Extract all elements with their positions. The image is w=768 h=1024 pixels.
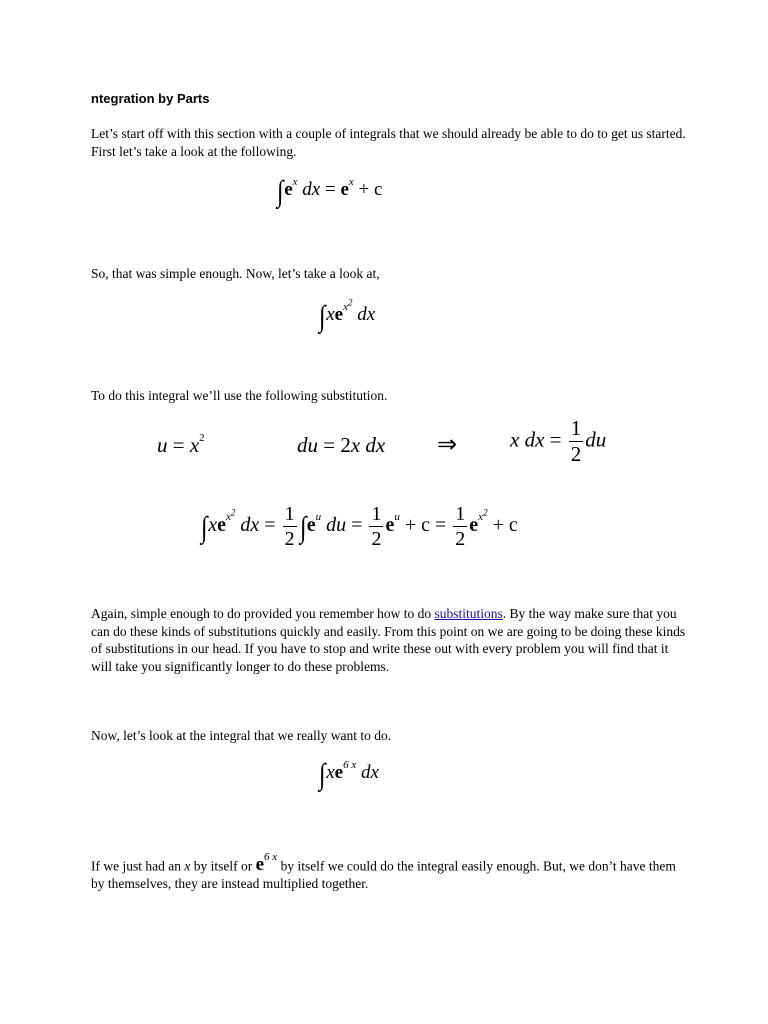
implies-arrow: ⇒	[437, 432, 458, 458]
paragraph-simple: So, that was simple enough. Now, let’s take a look at,	[91, 266, 380, 281]
intro-paragraph: Let’s start off with this section with a couple of integrals that we should already be able to do to get us started. First let’s take a look at the following.	[91, 126, 686, 159]
equation-xex2-integral: $\int xe^{x^2}$ dx	[318, 297, 376, 333]
section-title: ntegration by Parts	[91, 91, 210, 106]
paragraph-again-text1: Again, simple enough to do provided you remember how to do	[91, 606, 435, 621]
substitution-u: $u = x^2$	[157, 432, 205, 457]
paragraph-again-text2: . By the way make sure that you can do these kinds of substitutions quickly and easily. From this point on we are going to be doing these kinds of substitutions in our head. If you have to stop and write these out with every problem you will find that it will take you significantly longer to do these problems.	[91, 606, 686, 674]
equation-substitution-result: $\int xe^{x^2}$ dx = $\frac{1}{2}$ $\int e^u$ du = $\frac{1}{2}$ $e^u + c$ = $\frac{1}{2}$ $e^{x^2} + c$	[200, 503, 518, 550]
equation-xe6x-integral: $\int xe^{6 x}$ dx	[318, 758, 379, 791]
paragraph-substitution: To do this integral we’ll use the following substitution.	[91, 388, 388, 403]
e6x-inline: $e^{6 x}$	[255, 851, 278, 876]
substitution-xdx: x dx = $\frac{1}{2}$ du	[510, 416, 607, 466]
equation-exp-integral: $\int e^x$ dx = $e^x + c$	[276, 175, 383, 208]
paragraph-final: If we just had an x by itself or $e^{6 x}$ by itself we could do the integral easily enough. But, we don’t have them by themselves, they are instead multiplied together.	[91, 851, 676, 891]
paragraph-now: Now, let’s look at the integral that we really want to do.	[91, 728, 392, 743]
substitution-du: du = 2x dx	[297, 433, 386, 457]
paragraph-again	[91, 605, 691, 675]
substitutions-link[interactable]: substitutions	[434, 606, 503, 621]
